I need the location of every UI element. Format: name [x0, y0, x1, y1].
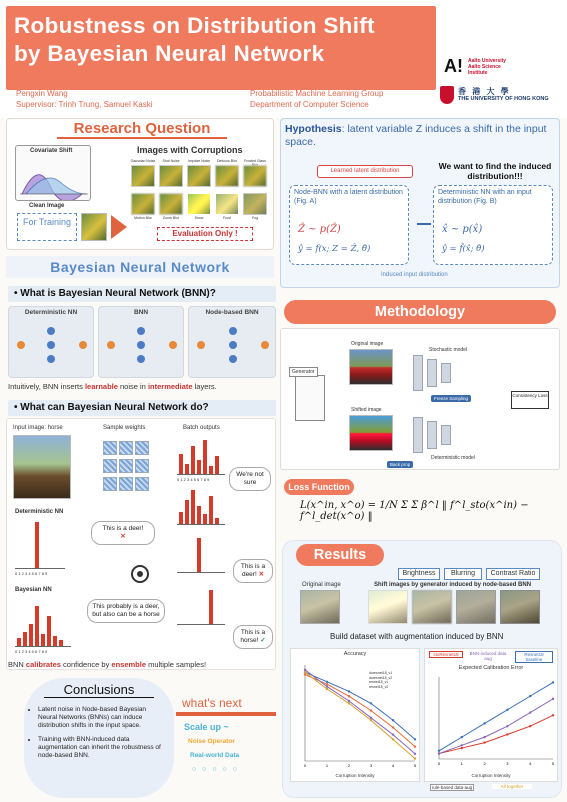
learned-latent-label: Learned latent distribution — [317, 165, 413, 178]
fig-b-box — [433, 185, 553, 265]
weight-sample — [135, 477, 149, 491]
hist-bar — [197, 506, 201, 524]
legend-bnn: BNN-induced data aug — [469, 651, 507, 661]
node-icon — [79, 341, 87, 349]
hist-bar — [185, 464, 189, 474]
original-image-label: Original image — [302, 582, 341, 588]
hist-bar — [203, 440, 207, 474]
aalto-text — [468, 58, 506, 76]
axis-ticks: 0 1 2 3 4 5 6 7 8 9 — [177, 477, 210, 482]
model-layer — [413, 355, 423, 391]
hist-bar — [35, 606, 39, 646]
legend-entry: doresnet18_v2 — [369, 675, 393, 680]
aalto-mark: A! — [444, 56, 463, 76]
hist-bar — [191, 490, 195, 524]
whats-next-panel — [176, 696, 276, 796]
not-sure-bubble: We're not sure — [229, 467, 271, 491]
equivalence-arrow-icon — [417, 223, 431, 225]
series-line — [439, 682, 553, 750]
aalto-logo — [444, 56, 562, 82]
accuracy-plot — [291, 659, 421, 771]
data-point — [348, 702, 350, 704]
covariate-shift-card — [15, 145, 91, 201]
model-layer — [427, 359, 437, 387]
x-tick-label: 5 — [413, 763, 417, 768]
department-name: Department of Computer Science — [250, 100, 369, 109]
poster-title — [14, 12, 434, 68]
consistency-loss-box: Consistency Loss — [511, 391, 549, 409]
panel-label: BNN — [133, 309, 149, 316]
text-span: multiple samples! — [146, 660, 207, 669]
corruption-label: Impulse Noise — [187, 159, 211, 163]
hist-bar — [209, 590, 213, 624]
node-icon — [17, 341, 25, 349]
legend-entry: doresnet18_v1 — [369, 671, 393, 675]
what-can-bnn-do-heading: • What can Bayesian Neural Network do? — [8, 400, 276, 416]
highlight-text: calibrates — [25, 660, 61, 669]
supervisor-names: Supervisor: Trinh Trung, Samuel Kaski — [16, 100, 153, 109]
data-point — [529, 725, 531, 727]
highlight-text: intermediate — [147, 382, 193, 391]
shifted-bird-image — [412, 590, 452, 624]
corruption-label: Defocus Blur — [216, 159, 238, 163]
x-tick-label: 1 — [325, 763, 329, 768]
data-point — [370, 702, 372, 704]
hypothesis-label: Hypothesis — [285, 123, 342, 135]
data-point — [483, 741, 485, 743]
x-tick-label: 3 — [369, 763, 373, 768]
data-point — [392, 719, 394, 721]
fig-a-title: Node-BNN with a latent distribution (Fig. A) — [294, 189, 403, 205]
data-point — [414, 753, 416, 755]
legend-baseline: Resnet18 baseline — [515, 651, 553, 663]
poster-header — [0, 0, 567, 118]
weight-sample — [119, 459, 133, 473]
conclusions-title: Conclusions — [44, 682, 154, 698]
blurring-tag: Blurring — [444, 568, 482, 580]
x-tick-label: 0 — [437, 761, 441, 766]
data-point — [506, 709, 508, 711]
group-name: Probabilistic Machine Learning Group — [250, 89, 384, 98]
corruption-thumbnails — [129, 159, 287, 229]
x-axis-label: Corruption Intensity — [471, 773, 511, 778]
accuracy-chart — [290, 648, 420, 782]
data-point — [370, 719, 372, 721]
stochastic-model-label: Stochastic model — [429, 347, 468, 353]
data-point — [529, 695, 531, 697]
data-point — [326, 688, 328, 690]
author-name: Pengxin Wang — [16, 89, 68, 98]
conclusions-panel — [24, 678, 174, 798]
accuracy-legend — [369, 671, 392, 689]
node-icon — [47, 341, 55, 349]
node-icon — [47, 355, 55, 363]
bnn-panel — [98, 306, 184, 378]
weight-sample — [103, 459, 117, 473]
model-layer — [427, 421, 437, 449]
hist-bar — [185, 500, 189, 524]
title-line-1: Robustness on Distribution Shift — [14, 13, 375, 38]
corrupted-image — [215, 193, 239, 215]
data-point — [326, 681, 328, 683]
bnn-section-title: Bayesian Neural Network — [6, 256, 274, 278]
hku-english-name: THE UNIVERSITY OF HONG KONG — [458, 96, 549, 102]
weight-sample — [119, 441, 133, 455]
hist-bar — [203, 514, 207, 524]
hist-bar — [47, 616, 51, 646]
node-icon — [107, 341, 115, 349]
bubble-text: This is a deer! — [240, 563, 266, 578]
shifted-bird-image — [500, 590, 540, 624]
corrupted-image — [159, 193, 183, 215]
legend-entry: resnet18_v2 — [369, 684, 389, 689]
rule-based-label: rule-based data-aug — [431, 785, 473, 790]
contrast-tag: Contrast Ratio — [486, 568, 540, 580]
hist-bar — [59, 640, 63, 646]
arrow-right-icon — [111, 215, 127, 239]
data-point — [438, 752, 440, 754]
x-tick-label: 0 — [303, 763, 307, 768]
series-line — [439, 699, 553, 754]
original-bird-image — [300, 590, 340, 624]
node-icon — [47, 327, 55, 335]
conclusion-item: • Training with BNN-induced data augmentation can inherit the robustness of node-based BNN. — [38, 736, 164, 760]
aalto-line: Aalto University — [468, 58, 507, 64]
methodology-title: Methodology — [284, 300, 556, 324]
original-car-image — [349, 349, 393, 385]
node-icon — [229, 341, 237, 349]
data-point — [483, 736, 485, 738]
authors — [16, 88, 153, 110]
hist-bar — [215, 518, 219, 524]
build-dataset-text: Build dataset with augmentation induced by BNN — [330, 632, 504, 641]
corrupted-image — [243, 193, 267, 215]
shifted-bird-image — [368, 590, 408, 624]
bnn-intuition-text — [8, 382, 276, 391]
node-icon — [197, 341, 205, 349]
text-span: noise in — [117, 382, 148, 391]
fig-a-eq2: ŷ = f(x; Z = Ẑ, θ̂) — [298, 244, 371, 254]
ece-chart-title: Expected Calibration Error — [458, 665, 524, 671]
node-icon — [261, 341, 269, 349]
corruption-label: Zoom Blur — [162, 216, 180, 220]
hist-bar — [35, 522, 39, 568]
chart-axis — [439, 677, 553, 759]
noise-operator-text: Noise Operator — [188, 738, 235, 745]
data-point — [348, 695, 350, 697]
distribution-curves-icon — [16, 156, 90, 200]
text-span: Intuitively, BNN inserts — [8, 382, 85, 391]
generator-label: Generator — [289, 367, 318, 377]
data-point — [552, 681, 554, 683]
deterministic-nn-label: Deterministic NN — [15, 509, 64, 515]
data-point — [392, 733, 394, 735]
images-with-corruptions-label: Images with Corruptions — [137, 145, 243, 155]
shifted-bird-image — [456, 590, 496, 624]
fig-b-eq2: ŷ = f̂(x̂; θ̂) — [442, 244, 485, 254]
batch-histogram — [177, 537, 225, 573]
horse-bubble — [233, 625, 273, 649]
data-point — [392, 738, 394, 740]
dots-icon: ○ ○ ○ ○ ○ — [192, 766, 239, 773]
original-image-label: Original image — [351, 341, 384, 347]
all-together-label: All together — [492, 784, 532, 789]
data-point — [348, 700, 350, 702]
batch-histogram — [177, 589, 225, 625]
corruption-label: Frosted Glass — [244, 159, 266, 163]
aalto-line: Institute — [468, 70, 488, 76]
sample-weights-grid — [103, 441, 165, 503]
corrupted-image — [187, 193, 211, 215]
corruption-label: Shot Noise — [162, 159, 180, 163]
data-point — [304, 671, 306, 673]
brightness-tag: Brightness — [398, 568, 440, 580]
bayesian-nn-label: Bayesian NN — [15, 587, 52, 593]
clean-bird-image — [81, 213, 107, 241]
axis-ticks: 0 1 2 3 4 5 6 7 8 9 — [15, 571, 48, 576]
scale-up-text: Scale up ~ — [184, 722, 229, 732]
corruption-label: Fog — [251, 216, 259, 220]
for-training-box: For Training — [17, 213, 77, 241]
panel-label: Node-based BNN — [205, 309, 259, 316]
batch-histogram — [177, 439, 225, 475]
results-title: Results — [296, 544, 384, 566]
text-span: BNN — [8, 660, 26, 669]
affiliation — [250, 88, 383, 110]
induced-input-label: Induced input distribution — [381, 272, 448, 278]
data-point — [370, 717, 372, 719]
hist-bar — [23, 632, 27, 646]
node-icon — [137, 355, 145, 363]
bayesian-histogram — [15, 597, 71, 647]
x-tick-label: 4 — [529, 761, 532, 766]
x-tick-label: 3 — [506, 761, 509, 766]
what-is-bnn-heading: • What is Bayesian Neural Network (BNN)? — [8, 286, 276, 302]
cross-icon: ✕ — [120, 533, 126, 540]
x-axis-label: Corruption Intensity — [335, 773, 375, 778]
accuracy-chart-title: Accuracy — [343, 651, 367, 657]
corrupted-image — [131, 193, 155, 215]
ece-chart — [424, 648, 558, 782]
text-span: confidence by — [60, 660, 112, 669]
corrupted-image — [131, 165, 155, 187]
series-line — [305, 672, 415, 758]
hypothesis-panel — [280, 118, 560, 288]
x-tick-label: 4 — [391, 763, 395, 768]
weight-sample — [103, 477, 117, 491]
panel-label: Deterministic NN — [24, 309, 78, 316]
legend-entry: resnet18_v1 — [369, 680, 389, 684]
whats-next-title: what's next — [182, 696, 242, 710]
bubble-text: This is a deer! — [102, 525, 144, 532]
weight-sample — [135, 441, 149, 455]
data-point — [529, 711, 531, 713]
deer-bubble — [233, 559, 273, 583]
research-question-panel — [6, 118, 274, 250]
corrupted-image — [187, 165, 211, 187]
bayesian-bubble: This probably is a deer, but also can be a horse — [87, 599, 165, 623]
fig-b-title: Deterministic NN with an input distribution (Fig. B) — [438, 189, 532, 205]
methodology-diagram — [280, 328, 560, 470]
data-point — [370, 709, 372, 711]
corruption-label: Motion Blur — [134, 216, 152, 220]
title-line-2: by Bayesian Neural Network — [14, 41, 325, 66]
x-tick-label: 2 — [483, 761, 486, 766]
deterministic-bubble — [91, 521, 155, 545]
x-tick-label: 2 — [347, 763, 351, 768]
research-question-title: Research Question — [57, 120, 227, 139]
hist-bar — [179, 454, 183, 474]
sample-weights-label: Sample weights — [103, 425, 146, 431]
data-point — [414, 745, 416, 747]
data-point — [348, 690, 350, 692]
aalto-line: Aalto Science — [468, 64, 501, 70]
input-image-label: Input image: horse — [13, 425, 63, 431]
x-tick-label: 1 — [460, 761, 463, 766]
data-point — [414, 757, 416, 759]
node-icon — [169, 341, 177, 349]
node-icon — [137, 327, 145, 335]
data-point — [552, 714, 554, 716]
corrupted-image — [159, 165, 183, 187]
text-span: layers. — [192, 382, 217, 391]
corrupted-image — [215, 165, 239, 187]
corruption-label: Gaussian Noise — [130, 159, 156, 163]
data-point — [506, 725, 508, 727]
hist-bar — [197, 538, 201, 572]
fig-a-box — [289, 185, 409, 265]
data-point — [506, 733, 508, 735]
data-point — [461, 747, 463, 749]
deterministic-nn-panel — [8, 306, 94, 378]
cross-icon: ✕ — [258, 571, 265, 578]
weight-sample — [119, 477, 133, 491]
highlight-text: learnable — [84, 382, 118, 391]
data-point — [483, 722, 485, 724]
clean-image-label: Clean Image — [29, 203, 65, 209]
hist-bar — [209, 466, 213, 474]
calibration-text — [8, 660, 276, 669]
shifted-car-image — [349, 415, 393, 451]
back-prop-pill: Back prop — [387, 461, 413, 468]
data-point — [461, 744, 463, 746]
deterministic-model-label: Deterministic model — [431, 455, 475, 461]
weight-sample — [135, 459, 149, 473]
node-icon — [137, 341, 145, 349]
bubble-text: This is a horse! — [240, 629, 266, 644]
arrow-icon — [176, 712, 276, 716]
data-point — [392, 726, 394, 728]
hypothesis-text — [285, 123, 555, 149]
data-point — [326, 685, 328, 687]
hist-bar — [17, 638, 21, 646]
model-layer — [441, 363, 451, 383]
covariate-shift-label: Covariate Shift — [30, 148, 73, 154]
batch-histogram — [177, 489, 225, 525]
generator-box — [295, 375, 325, 421]
model-layer — [441, 425, 451, 445]
legend-sto: stoResnet18 — [429, 651, 463, 658]
hist-bar — [197, 460, 201, 474]
check-icon: ✓ — [260, 637, 266, 644]
data-point — [304, 669, 306, 671]
axis-ticks: 0 1 2 3 4 5 6 7 8 9 — [15, 649, 48, 654]
real-world-text: Real-world Data — [190, 752, 240, 759]
highlight-text: ensemble — [111, 660, 147, 669]
conclusions-list — [38, 706, 164, 766]
evaluation-only-box: Evaluation Only ! — [157, 227, 253, 241]
model-layer — [413, 417, 423, 453]
shifted-image-label: Shifted image — [351, 407, 382, 413]
loss-function-label: Loss Function — [284, 479, 354, 495]
horse-image — [13, 435, 71, 499]
data-point — [304, 673, 306, 675]
fig-a-eq1: Ẑ ~ p(Ẑ) — [298, 224, 341, 235]
data-point — [461, 736, 463, 738]
hist-bar — [29, 624, 33, 646]
hku-logo — [440, 86, 562, 108]
data-point — [438, 750, 440, 752]
node-based-bnn-panel — [188, 306, 276, 378]
corruption-label: Snow — [194, 216, 204, 220]
batch-outputs-label: Batch outputs — [183, 425, 220, 431]
hku-chinese-name: 香 港 大 學 — [458, 87, 511, 96]
data-point — [326, 683, 328, 685]
shift-images-label: Shift images by generator induced by node-based BNN — [374, 582, 532, 588]
we-want-text: We want to find the induced distribution!!! — [438, 161, 552, 181]
hist-bar — [41, 634, 45, 646]
fig-b-eq1: x̂ ~ p(x̂) — [442, 224, 483, 235]
hku-crest-icon — [440, 86, 454, 104]
hist-bar — [215, 456, 219, 474]
loss-equation: L(x^in, x^o) = 1/N Σ Σ β^l ‖ f^l_sto(x^in) − f^l_det(x^o) ‖ — [300, 500, 529, 522]
hypothesis-statement: : latent variable Z induces a shift in the input space. — [285, 123, 547, 148]
hist-bar — [191, 446, 195, 474]
data-point — [552, 698, 554, 700]
weight-sample — [103, 441, 117, 455]
ece-plot — [425, 673, 559, 769]
conclusion-item: • Latent noise in Node-based Bayesian Neural Networks (BNNs) can induce distribution shifts in the input space. — [38, 706, 164, 730]
node-icon — [229, 355, 237, 363]
hist-bar — [209, 496, 213, 524]
data-point — [414, 738, 416, 740]
gear-icon — [125, 559, 155, 589]
hist-bar — [53, 636, 57, 646]
hist-bar — [179, 512, 183, 524]
corruption-label: Frost — [223, 216, 231, 220]
deterministic-histogram — [15, 519, 65, 569]
corrupted-image — [243, 165, 267, 187]
node-icon — [229, 327, 237, 335]
bnn-example-panel — [6, 418, 276, 670]
x-tick-label: 5 — [551, 761, 555, 766]
freeze-sampling-pill: Freeze Sampling — [431, 395, 471, 402]
